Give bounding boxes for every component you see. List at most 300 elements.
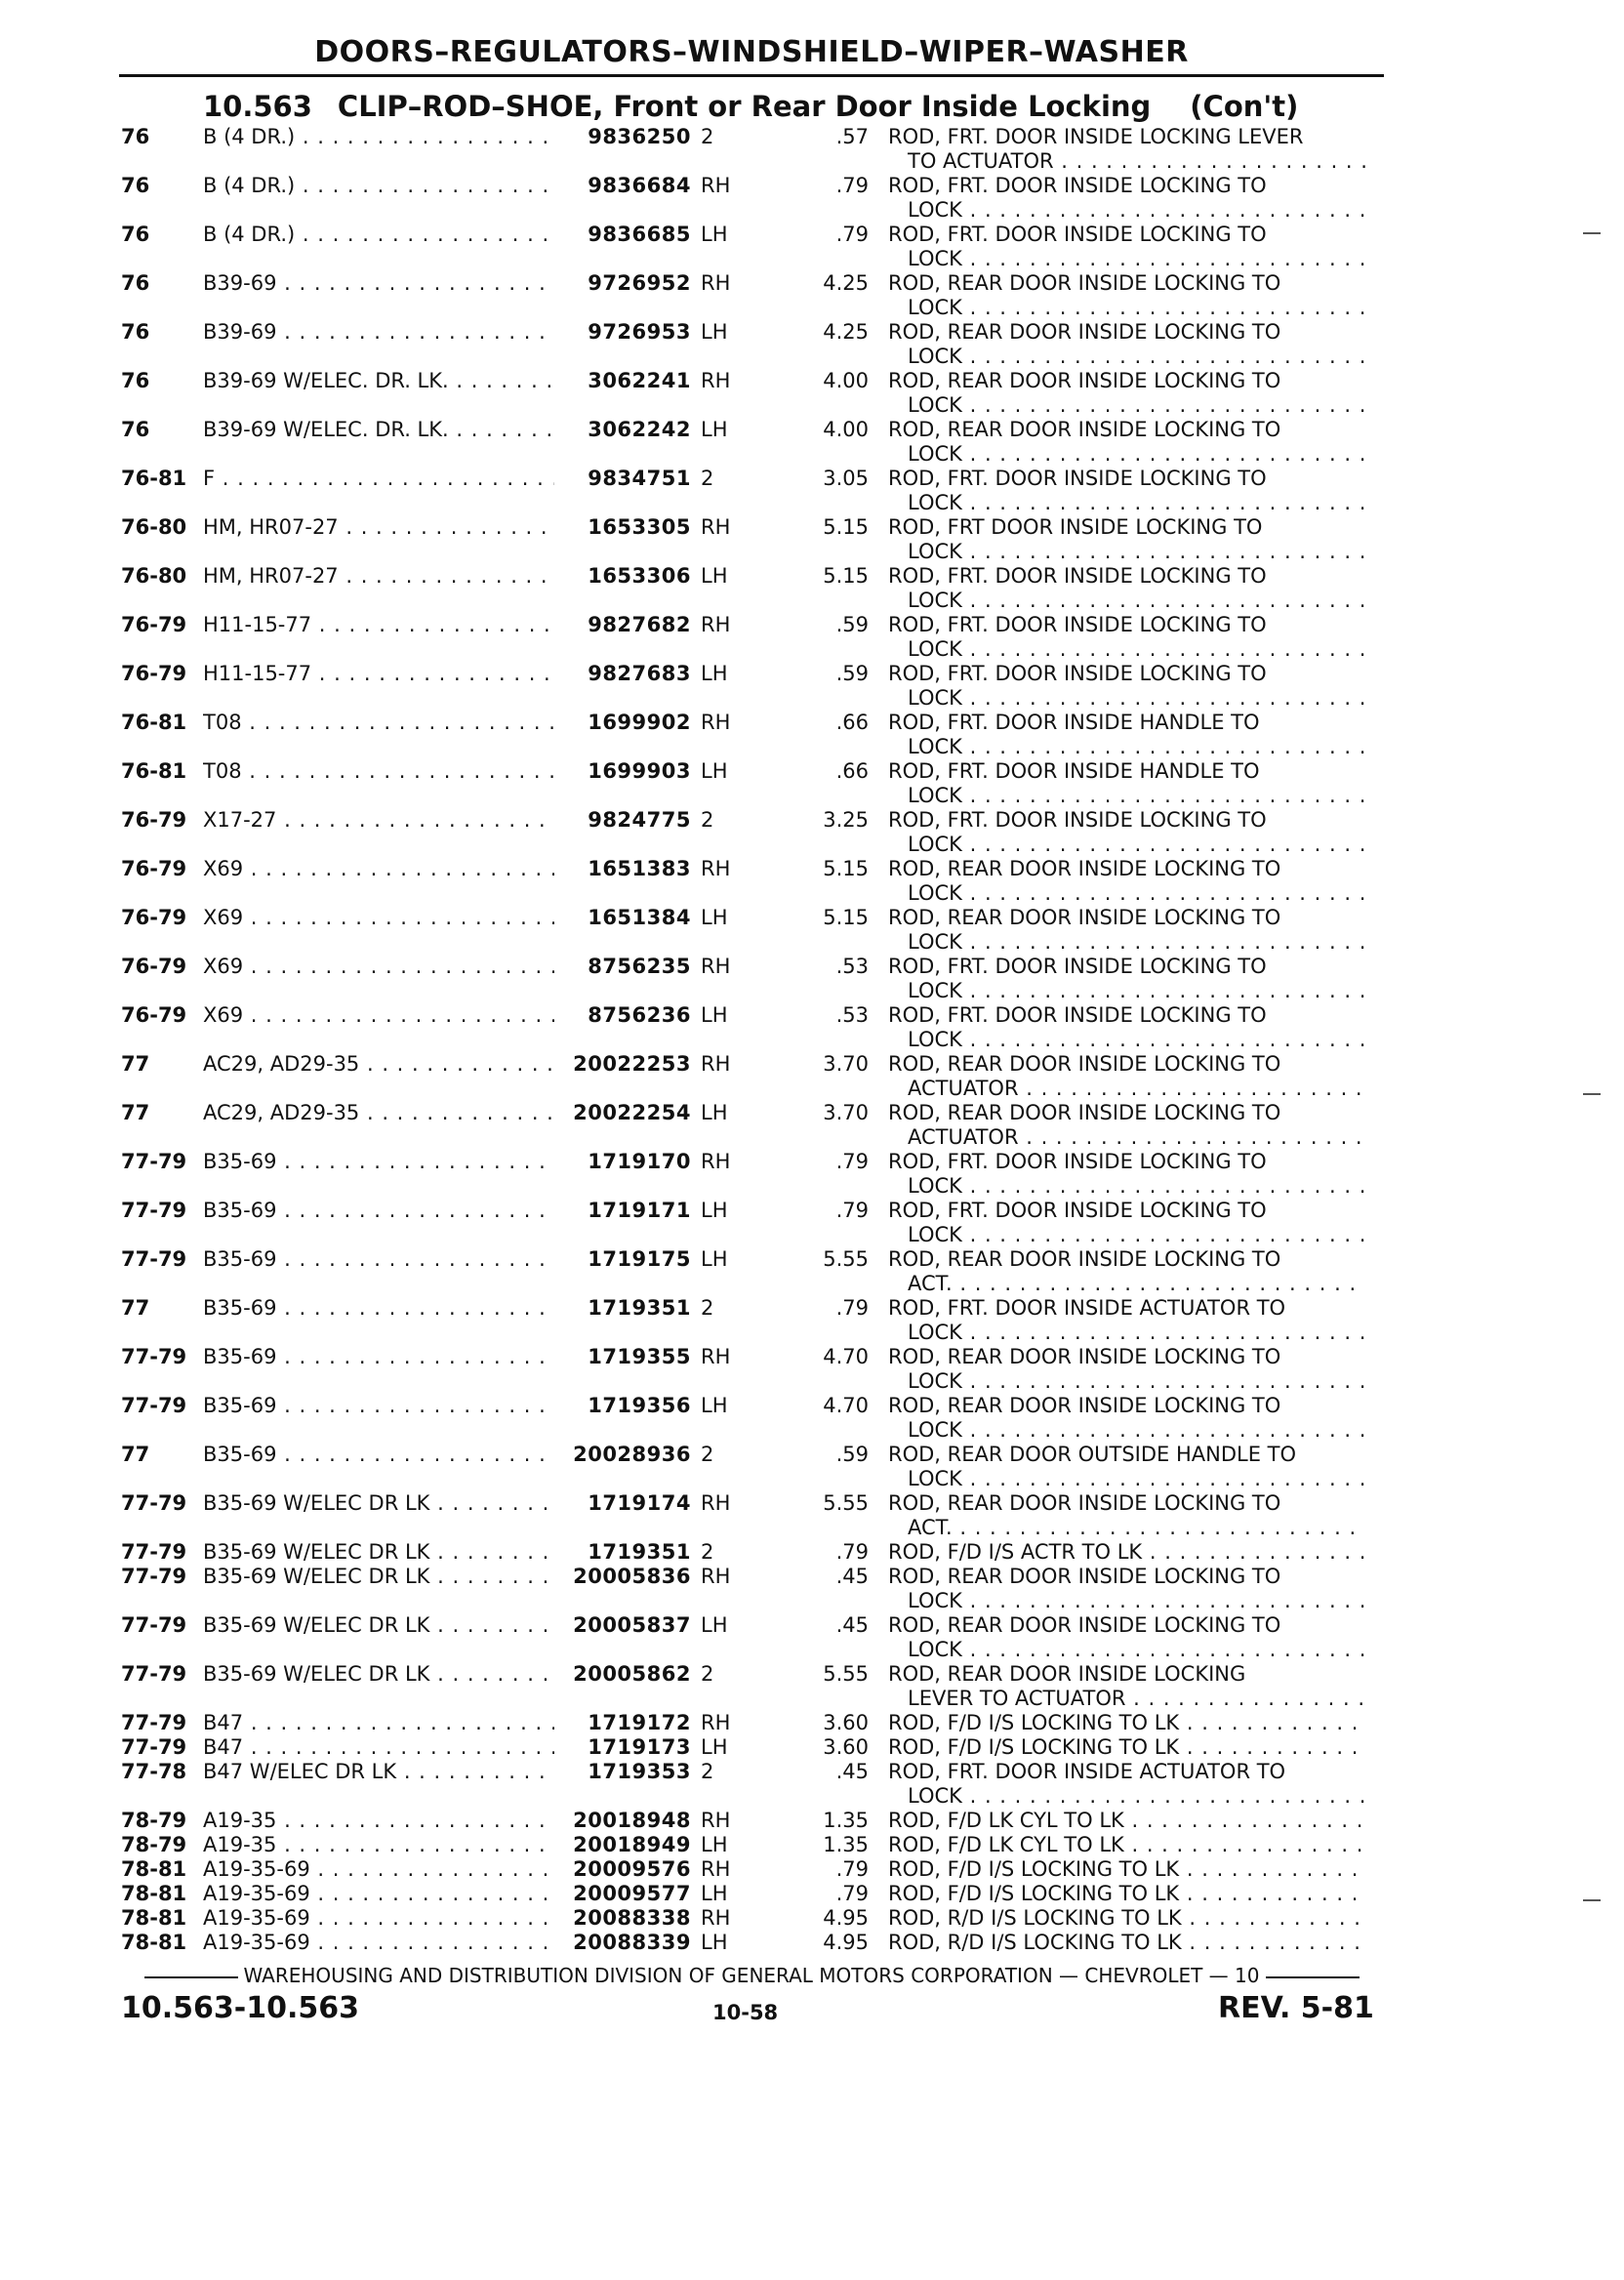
row-description-line2: ACT. . . . <box>888 1516 1366 1540</box>
footer-section-range: 10.563-10.563 <box>121 1991 359 2025</box>
row-description-line1: ROD, FRT. DOOR INSIDE LOCKING TO <box>888 1150 1267 1173</box>
table-row <box>0 711 1624 759</box>
row-description <box>888 1711 1366 1735</box>
row-price: .66 <box>835 759 869 783</box>
page-header <box>119 35 1384 77</box>
row-part-number: 8756235 <box>588 955 691 978</box>
row-model: HM, HR07-27 . . . <box>203 564 554 589</box>
margin-mark <box>1583 232 1601 234</box>
row-model: A19-35-69 . . . <box>203 1857 554 1882</box>
row-year: 77-79 <box>121 1150 187 1173</box>
row-year: 76-79 <box>121 808 187 832</box>
row-part-number: 1719355 <box>588 1345 691 1368</box>
row-description-line1: ROD, FRT. DOOR INSIDE LOCKING TO <box>888 662 1267 685</box>
row-description-line2: LOCK . . . <box>888 491 1366 515</box>
table-row <box>0 564 1624 613</box>
row-part-number: 1719351 <box>588 1540 691 1564</box>
table-row <box>0 1247 1624 1296</box>
row-part-number: 1719175 <box>588 1247 691 1271</box>
row-model: X17-27 . . . <box>203 808 554 833</box>
row-price: 4.95 <box>823 1906 869 1930</box>
row-model: B (4 DR.) . . . <box>203 174 554 198</box>
row-year: 76 <box>121 125 150 148</box>
row-description <box>888 613 1366 662</box>
table-row <box>0 174 1624 223</box>
row-side: RH <box>701 271 731 295</box>
row-model: B39-69 . . . <box>203 320 554 345</box>
row-part-number: 20009577 <box>573 1882 691 1905</box>
table-row <box>0 467 1624 515</box>
row-description-line1: ROD, F/D I/S LOCKING TO LK . . . <box>888 1711 1366 1735</box>
row-part-number: 9827683 <box>588 662 691 685</box>
row-description-line1: ROD, FRT. DOOR INSIDE LOCKING TO <box>888 1003 1267 1027</box>
footer-rule-left <box>144 1976 238 1978</box>
row-year: 76-81 <box>121 711 187 734</box>
row-description <box>888 906 1366 955</box>
table-row <box>0 271 1624 320</box>
row-description <box>888 125 1366 174</box>
row-description <box>888 1150 1366 1199</box>
table-row <box>0 223 1624 271</box>
row-description <box>888 1906 1366 1931</box>
row-price: .79 <box>835 1857 869 1881</box>
row-description-line1: ROD, REAR DOOR INSIDE LOCKING TO <box>888 320 1281 344</box>
row-description-line2: LOCK . . . <box>888 589 1366 613</box>
row-price: 5.55 <box>823 1247 869 1271</box>
row-description-line1: ROD, R/D I/S LOCKING TO LK . . . <box>888 1906 1366 1931</box>
row-model: B47 . . . <box>203 1711 554 1735</box>
row-part-number: 1719173 <box>588 1735 691 1759</box>
table-row <box>0 1833 1624 1857</box>
row-description <box>888 1345 1366 1394</box>
row-price: 5.15 <box>823 564 869 588</box>
row-model: B35-69 . . . <box>203 1296 554 1321</box>
row-description-line2: LOCK . . . <box>888 442 1366 467</box>
row-side: 2 <box>701 1540 714 1564</box>
row-side: RH <box>701 1906 731 1930</box>
row-year: 76-79 <box>121 613 187 636</box>
row-year: 77-79 <box>121 1247 187 1271</box>
row-description-line1: ROD, REAR DOOR INSIDE LOCKING TO <box>888 1491 1281 1515</box>
row-model: B35-69 W/ELEC DR LK . . . <box>203 1540 554 1565</box>
row-description-line1: ROD, F/D I/S LOCKING TO LK . . . <box>888 1882 1366 1906</box>
row-side: LH <box>701 906 728 929</box>
table-row <box>0 125 1624 174</box>
row-model: T08 . . . <box>203 711 554 735</box>
row-description <box>888 857 1366 906</box>
row-price: 4.70 <box>823 1394 869 1417</box>
section-continued: (Con't) <box>1190 90 1299 123</box>
row-part-number: 9834751 <box>588 467 691 490</box>
row-description <box>888 808 1366 857</box>
row-year: 77 <box>121 1296 150 1320</box>
row-year: 77 <box>121 1101 150 1124</box>
table-row <box>0 1711 1624 1735</box>
row-year: 78-81 <box>121 1857 187 1881</box>
row-description-line1: ROD, REAR DOOR INSIDE LOCKING TO <box>888 418 1281 441</box>
row-description-line1: ROD, FRT. DOOR INSIDE LOCKING TO <box>888 223 1267 246</box>
row-description <box>888 759 1366 808</box>
row-side: LH <box>701 564 728 588</box>
row-side: LH <box>701 662 728 685</box>
table-row <box>0 808 1624 857</box>
row-description <box>888 1199 1366 1247</box>
row-side: RH <box>701 955 731 978</box>
row-description-line2: LOCK . . . <box>888 1589 1366 1613</box>
row-description-line2: LOCK . . . <box>888 881 1366 906</box>
row-side: LH <box>701 223 728 246</box>
row-description-line2: LOCK . . . <box>888 637 1366 662</box>
row-description <box>888 223 1366 271</box>
row-year: 78-81 <box>121 1882 187 1905</box>
row-description-line2: LOCK . . . <box>888 1321 1366 1345</box>
row-side: 2 <box>701 1443 714 1466</box>
table-row <box>0 1394 1624 1443</box>
row-part-number: 1653306 <box>588 564 691 588</box>
section-title <box>203 90 1298 123</box>
row-price: 4.95 <box>823 1931 869 1954</box>
row-description <box>888 1247 1366 1296</box>
row-price: .79 <box>835 1882 869 1905</box>
row-description-line1: ROD, REAR DOOR INSIDE LOCKING TO <box>888 1394 1281 1417</box>
row-year: 76-79 <box>121 857 187 880</box>
row-price: .59 <box>835 613 869 636</box>
row-side: LH <box>701 1833 728 1856</box>
row-description-line1: ROD, FRT DOOR INSIDE LOCKING TO <box>888 515 1263 539</box>
row-description-line1: ROD, FRT. DOOR INSIDE ACTUATOR TO <box>888 1760 1286 1783</box>
row-model: B (4 DR.) . . . <box>203 125 554 149</box>
row-side: LH <box>701 759 728 783</box>
row-description-line1: ROD, REAR DOOR INSIDE LOCKING TO <box>888 857 1281 880</box>
table-row <box>0 955 1624 1003</box>
row-description-line1: ROD, F/D I/S LOCKING TO LK . . . <box>888 1857 1366 1882</box>
row-description <box>888 711 1366 759</box>
row-description-line1: ROD, FRT. DOOR INSIDE LOCKING TO <box>888 467 1267 490</box>
row-description <box>888 271 1366 320</box>
row-description <box>888 1491 1366 1540</box>
row-description-line1: ROD, FRT. DOOR INSIDE LOCKING TO <box>888 955 1267 978</box>
row-year: 76 <box>121 369 150 392</box>
row-price: 3.60 <box>823 1735 869 1759</box>
row-description-line2: LOCK . . . <box>888 393 1366 418</box>
row-part-number: 1651383 <box>588 857 691 880</box>
row-description-line1: ROD, FRT. DOOR INSIDE LOCKING TO <box>888 174 1267 197</box>
row-side: RH <box>701 369 731 392</box>
row-year: 77-79 <box>121 1662 187 1686</box>
row-side: LH <box>701 1003 728 1027</box>
row-model: B35-69 . . . <box>203 1394 554 1418</box>
row-description <box>888 662 1366 711</box>
row-model: A19-35-69 . . . <box>203 1931 554 1955</box>
row-part-number: 9824775 <box>588 808 691 832</box>
table-row <box>0 320 1624 369</box>
row-model: B (4 DR.) . . . <box>203 223 554 247</box>
row-side: LH <box>701 1101 728 1124</box>
row-description-line2: LOCK . . . <box>888 296 1366 320</box>
row-side: LH <box>701 1394 728 1417</box>
row-year: 78-79 <box>121 1809 187 1832</box>
table-row <box>0 1882 1624 1906</box>
row-side: RH <box>701 1565 731 1588</box>
row-description-line2: LOCK . . . <box>888 540 1366 564</box>
row-part-number: 20028936 <box>573 1443 691 1466</box>
row-price: 3.70 <box>823 1101 869 1124</box>
row-year: 76 <box>121 223 150 246</box>
row-part-number: 1699902 <box>588 711 691 734</box>
row-description-line1: ROD, FRT. DOOR INSIDE LOCKING TO <box>888 564 1267 588</box>
row-description-line1: ROD, FRT. DOOR INSIDE ACTUATOR TO <box>888 1296 1286 1320</box>
row-year: 77-79 <box>121 1735 187 1759</box>
row-description <box>888 955 1366 1003</box>
row-side: RH <box>701 1491 731 1515</box>
row-price: 4.70 <box>823 1345 869 1368</box>
row-year: 78-79 <box>121 1833 187 1856</box>
row-side: RH <box>701 1150 731 1173</box>
row-description-line2: ACTUATOR . . . <box>888 1077 1366 1101</box>
row-description-line2: ACT. . . . <box>888 1272 1366 1296</box>
row-side: RH <box>701 857 731 880</box>
row-part-number: 20005836 <box>573 1565 691 1588</box>
row-description <box>888 174 1366 223</box>
row-side: 2 <box>701 1296 714 1320</box>
row-side: LH <box>701 1199 728 1222</box>
row-year: 76-81 <box>121 759 187 783</box>
row-model: B35-69 W/ELEC DR LK . . . <box>203 1662 554 1687</box>
row-part-number: 9726952 <box>588 271 691 295</box>
row-price: 5.15 <box>823 906 869 929</box>
row-part-number: 1651384 <box>588 906 691 929</box>
row-description-line1: ROD, F/D I/S ACTR TO LK . . . <box>888 1540 1366 1565</box>
row-price: .79 <box>835 174 869 197</box>
row-side: RH <box>701 1857 731 1881</box>
row-price: .53 <box>835 955 869 978</box>
row-description-line1: ROD, FRT. DOOR INSIDE LOCKING TO <box>888 613 1267 636</box>
row-description-line2: LOCK . . . <box>888 979 1366 1003</box>
row-side: 2 <box>701 1662 714 1686</box>
row-description-line2: LOCK . . . <box>888 930 1366 955</box>
table-row <box>0 1540 1624 1565</box>
margin-mark <box>1583 1093 1601 1095</box>
table-row <box>0 418 1624 467</box>
row-year: 77-78 <box>121 1760 187 1783</box>
row-model: B35-69 . . . <box>203 1199 554 1223</box>
row-model: A19-35 . . . <box>203 1833 554 1857</box>
row-description <box>888 369 1366 418</box>
row-description-line2: LOCK . . . <box>888 198 1366 223</box>
section-name: CLIP–ROD–SHOE, Front or Rear Door Inside Locking <box>337 90 1152 123</box>
row-side: LH <box>701 1735 728 1759</box>
row-description <box>888 467 1366 515</box>
row-price: 5.15 <box>823 515 869 539</box>
table-row <box>0 1003 1624 1052</box>
row-year: 76-79 <box>121 906 187 929</box>
row-description-line2: ACTUATOR . . . <box>888 1125 1366 1150</box>
row-description <box>888 1003 1366 1052</box>
table-row <box>0 1052 1624 1101</box>
table-row <box>0 1199 1624 1247</box>
row-description <box>888 1394 1366 1443</box>
row-description-line1: ROD, FRT. DOOR INSIDE LOCKING TO <box>888 808 1267 832</box>
row-side: LH <box>701 1247 728 1271</box>
row-description <box>888 1101 1366 1150</box>
row-price: .59 <box>835 1443 869 1466</box>
row-part-number: 9836250 <box>588 125 691 148</box>
row-description-line2: LOCK . . . <box>888 1418 1366 1443</box>
row-year: 77-79 <box>121 1540 187 1564</box>
row-model: X69 . . . <box>203 955 554 979</box>
row-side: RH <box>701 1052 731 1076</box>
row-price: .45 <box>835 1565 869 1588</box>
row-description-line1: ROD, F/D I/S LOCKING TO LK . . . <box>888 1735 1366 1760</box>
row-model: A19-35-69 . . . <box>203 1882 554 1906</box>
row-description-line1: ROD, REAR DOOR INSIDE LOCKING TO <box>888 1565 1281 1588</box>
row-part-number: 9726953 <box>588 320 691 344</box>
row-description <box>888 1931 1366 1955</box>
row-description-line1: ROD, REAR DOOR INSIDE LOCKING <box>888 1662 1246 1686</box>
row-description <box>888 1833 1366 1857</box>
row-description-line2: LOCK . . . <box>888 686 1366 711</box>
table-row <box>0 1662 1624 1711</box>
row-side: RH <box>701 1711 731 1734</box>
row-year: 76 <box>121 418 150 441</box>
row-price: .57 <box>835 125 869 148</box>
row-description-line1: ROD, REAR DOOR INSIDE LOCKING TO <box>888 1613 1281 1637</box>
row-part-number: 1719356 <box>588 1394 691 1417</box>
table-row <box>0 1491 1624 1540</box>
row-price: 4.00 <box>823 369 869 392</box>
row-part-number: 9836685 <box>588 223 691 246</box>
table-row <box>0 1150 1624 1199</box>
row-year: 77-79 <box>121 1394 187 1417</box>
row-side: LH <box>701 418 728 441</box>
row-part-number: 1719353 <box>588 1760 691 1783</box>
table-row <box>0 906 1624 955</box>
row-price: 4.25 <box>823 271 869 295</box>
row-part-number: 1719171 <box>588 1199 691 1222</box>
row-description <box>888 1882 1366 1906</box>
row-year: 77-79 <box>121 1345 187 1368</box>
row-description <box>888 1613 1366 1662</box>
row-part-number: 20018949 <box>573 1833 691 1856</box>
footer-division <box>119 1964 1384 1987</box>
row-price: 5.55 <box>823 1662 869 1686</box>
row-part-number: 20005837 <box>573 1613 691 1637</box>
row-description-line1: ROD, FRT. DOOR INSIDE HANDLE TO <box>888 711 1260 734</box>
row-side: 2 <box>701 808 714 832</box>
row-description-line2: LOCK . . . <box>888 833 1366 857</box>
row-description-line2: LOCK . . . <box>888 735 1366 759</box>
row-description-line2: LEVER TO ACTUATOR . . . <box>888 1687 1366 1711</box>
table-row <box>0 369 1624 418</box>
row-description <box>888 1296 1366 1345</box>
row-year: 77-79 <box>121 1711 187 1734</box>
row-price: .45 <box>835 1613 869 1637</box>
row-model: B39-69 W/ELEC. DR. LK. . . . <box>203 418 554 442</box>
row-model: X69 . . . <box>203 857 554 881</box>
row-year: 78-81 <box>121 1931 187 1954</box>
row-year: 77-79 <box>121 1199 187 1222</box>
row-part-number: 1719351 <box>588 1296 691 1320</box>
row-price: .59 <box>835 662 869 685</box>
page-header-title: DOORS–REGULATORS–WINDSHIELD–WIPER–WASHER <box>314 35 1189 69</box>
row-description <box>888 1443 1366 1491</box>
row-description-line1: ROD, F/D LK CYL TO LK . . . <box>888 1833 1366 1857</box>
row-description <box>888 1857 1366 1882</box>
row-description-line1: ROD, REAR DOOR INSIDE LOCKING TO <box>888 1052 1281 1076</box>
row-price: 5.55 <box>823 1491 869 1515</box>
row-year: 77 <box>121 1443 150 1466</box>
row-part-number: 20018948 <box>573 1809 691 1832</box>
row-description-line1: ROD, F/D LK CYL TO LK . . . <box>888 1809 1366 1833</box>
row-price: .79 <box>835 1199 869 1222</box>
row-year: 76 <box>121 320 150 344</box>
row-year: 78-81 <box>121 1906 187 1930</box>
row-description-line2: LOCK . . . <box>888 784 1366 808</box>
row-model: B47 W/ELEC DR LK . . . <box>203 1760 554 1784</box>
row-description-line2: TO ACTUATOR . . . <box>888 149 1366 174</box>
row-year: 77-79 <box>121 1613 187 1637</box>
row-description-line1: ROD, REAR DOOR INSIDE LOCKING TO <box>888 369 1281 392</box>
row-part-number: 3062241 <box>588 369 691 392</box>
footer-page-number: 10-58 <box>712 2001 779 2024</box>
row-part-number: 9836684 <box>588 174 691 197</box>
row-side: RH <box>701 174 731 197</box>
row-description-line1: ROD, REAR DOOR OUTSIDE HANDLE TO <box>888 1443 1297 1466</box>
section-number: 10.563 <box>203 90 312 123</box>
row-description-line1: ROD, REAR DOOR INSIDE LOCKING TO <box>888 1247 1281 1271</box>
row-side: LH <box>701 1931 728 1954</box>
row-side: RH <box>701 1345 731 1368</box>
row-price: 3.05 <box>823 467 869 490</box>
table-row <box>0 662 1624 711</box>
row-year: 76-80 <box>121 515 187 539</box>
row-side: RH <box>701 515 731 539</box>
row-description-line1: ROD, REAR DOOR INSIDE LOCKING TO <box>888 1101 1281 1124</box>
table-row <box>0 857 1624 906</box>
row-description <box>888 515 1366 564</box>
row-model: B47 . . . <box>203 1735 554 1760</box>
table-row <box>0 1857 1624 1882</box>
row-part-number: 20022253 <box>573 1052 691 1076</box>
row-model: H11-15-77 . . . <box>203 662 554 686</box>
row-side: LH <box>701 1613 728 1637</box>
row-side: LH <box>701 320 728 344</box>
row-model: AC29, AD29-35 . . . <box>203 1101 554 1125</box>
row-description <box>888 1760 1366 1809</box>
row-model: B39-69 . . . <box>203 271 554 296</box>
row-model: A19-35 . . . <box>203 1809 554 1833</box>
row-side: LH <box>701 1882 728 1905</box>
row-part-number: 20005862 <box>573 1662 691 1686</box>
row-price: .45 <box>835 1760 869 1783</box>
row-side: 2 <box>701 125 714 148</box>
row-part-number: 8756236 <box>588 1003 691 1027</box>
row-price: 4.25 <box>823 320 869 344</box>
table-row <box>0 1345 1624 1394</box>
table-row <box>0 1613 1624 1662</box>
row-model: B35-69 W/ELEC DR LK . . . <box>203 1491 554 1516</box>
row-price: 4.00 <box>823 418 869 441</box>
footer-division-text: WAREHOUSING AND DISTRIBUTION DIVISION OF GENERAL MOTORS CORPORATION — CHEVROLET — 10 <box>243 1964 1260 1987</box>
row-description-line2: LOCK . . . <box>888 345 1366 369</box>
row-description <box>888 1735 1366 1760</box>
row-price: .79 <box>835 1540 869 1564</box>
row-model: F . . . <box>203 467 554 491</box>
row-year: 77 <box>121 1052 150 1076</box>
row-year: 76 <box>121 271 150 295</box>
row-year: 76-79 <box>121 1003 187 1027</box>
row-part-number: 20022254 <box>573 1101 691 1124</box>
